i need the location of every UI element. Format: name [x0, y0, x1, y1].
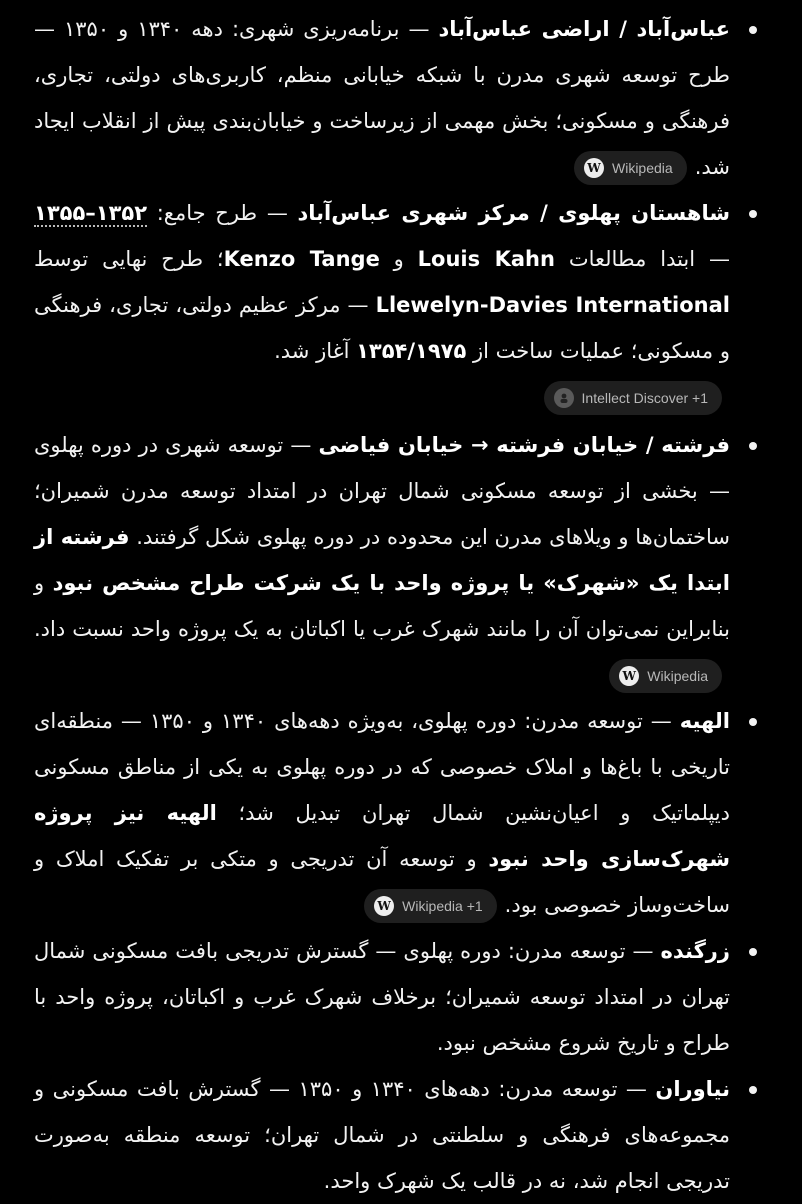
- item-text: و بنابراین نمی‌توان آن را مانند شهرک غرب یا اکباتان به یک پروژه واحد نسبت داد.: [34, 571, 730, 641]
- item-text: — توسعه مدرن: دوره پهلوی — گسترش تدریجی بافت مسکونی شمال تهران در امتداد توسعه شمیران؛ برخلاف شهرک غرب و اکباتان، پروژه واحد با طراح و تاریخ شروع مشخص نبود.: [34, 939, 730, 1055]
- list-item-niavaran: [34, 1066, 730, 1204]
- bullet-point: [749, 948, 757, 956]
- item-text: آغاز شد.: [274, 339, 357, 363]
- intellect-discover-icon: [554, 388, 574, 408]
- list-item-zargandeh: [34, 928, 730, 1066]
- start-year: ۱۳۵۴/۱۹۷۵: [356, 339, 467, 363]
- source-chip[interactable]: [364, 889, 497, 923]
- source-chip[interactable]: [609, 659, 722, 693]
- item-title: عباس‌آباد / اراضی عباس‌آباد: [438, 17, 730, 41]
- source-row: [34, 374, 730, 422]
- neighborhood-list: [34, 6, 730, 1204]
- item-text: — مرکز عظیم دولتی، تجاری، فرهنگی و مسکونی؛ عملیات ساخت از: [34, 293, 730, 363]
- item-text: — ابتدا مطالعات: [554, 247, 730, 271]
- source-label: Wikipedia: [612, 160, 673, 176]
- source-chip[interactable]: [544, 381, 722, 415]
- list-item-shahestan-pahlavi: [34, 190, 730, 422]
- item-title: فرشته / خیابان فرشته → خیابان فیاضی: [318, 433, 731, 457]
- wikipedia-icon: W: [374, 896, 394, 916]
- bullet-point: [749, 442, 757, 450]
- source-label: Wikipedia: [647, 668, 708, 684]
- bullet-point: [749, 1086, 757, 1094]
- item-title: نیاوران: [655, 1077, 730, 1101]
- firm-name: Llewelyn-Davies International: [375, 293, 730, 317]
- architect-name: Louis Kahn: [417, 247, 555, 271]
- source-chip[interactable]: [574, 151, 687, 185]
- date-range-link[interactable]: ۱۳۵۲–۱۳۵۵: [34, 201, 148, 225]
- item-text: و: [379, 247, 418, 271]
- item-text: — توسعه مدرن: دهه‌های ۱۳۴۰ و ۱۳۵۰ — گسترش بافت مسکونی و مجموعه‌های فرهنگی و سلطنتی در شمال تهران؛ توسعه منطقه به‌صورت تدریجی انجام شد، نه در قالب یک شهرک واحد.: [34, 1077, 730, 1193]
- emphasis-text: فرشته از ابتدا یک «شهرک» یا پروژه واحد با یک شرکت طراح مشخص نبود: [34, 525, 730, 595]
- bullet-point: [749, 718, 757, 726]
- item-text: و توسعه آن تدریجی و متکی بر تفکیک املاک و ساخت‌وساز خصوصی بود.: [34, 847, 730, 917]
- item-text: ؛ طرح نهایی توسط: [34, 247, 224, 271]
- wikipedia-icon: W: [584, 158, 604, 178]
- item-text: — برنامه‌ریزی شهری: دهه ۱۳۴۰ و ۱۳۵۰ — طرح توسعه شهری مدرن با شبکه خیابانی منظم، کاربری‌های دولتی، تجاری، فرهنگی و مسکونی؛ بخش مهمی از زیرساخت و خیابان‌بندی پیش از انقلاب ایجاد شد.: [34, 17, 730, 179]
- item-text: — توسعه شهری در دوره پهلوی — بخشی از توسعه مسکونی شمال تهران در امتداد توسعه مدرن شمیران؛ ساختمان‌ها و ویلاهای مدرن این محدوده در دوره پهلوی شکل گرفتند.: [34, 433, 731, 549]
- list-item-fereshteh: [34, 422, 730, 698]
- item-text: — طرح جامع:: [147, 201, 298, 225]
- list-item-elahiyeh: [34, 698, 730, 928]
- item-text: — توسعه مدرن: دوره پهلوی، به‌ویژه دهه‌های ۱۳۴۰ و ۱۳۵۰ — منطقه‌ای تاریخی با باغ‌ها و املاک خصوصی که در دوره پهلوی به یکی از مناطق مسکونی دیپلماتیک و اعیان‌نشین شمال تهران تبدیل شد؛: [34, 709, 730, 825]
- bullet-point: [749, 26, 757, 34]
- bullet-point: [749, 210, 757, 218]
- item-title: زرگنده: [660, 939, 730, 963]
- source-label: Wikipedia +1: [402, 898, 483, 914]
- source-label: Intellect Discover +1: [581, 390, 708, 406]
- architect-name: Kenzo Tange: [223, 247, 380, 271]
- wikipedia-icon: W: [619, 666, 639, 686]
- item-title: شاهستان پهلوی / مرکز شهری عباس‌آباد: [297, 201, 730, 225]
- emphasis-text: الهیه نیز پروژه شهرک‌سازی واحد نبود: [34, 801, 730, 871]
- item-title: الهیه: [679, 709, 730, 733]
- list-item-abbasabad: [34, 6, 730, 190]
